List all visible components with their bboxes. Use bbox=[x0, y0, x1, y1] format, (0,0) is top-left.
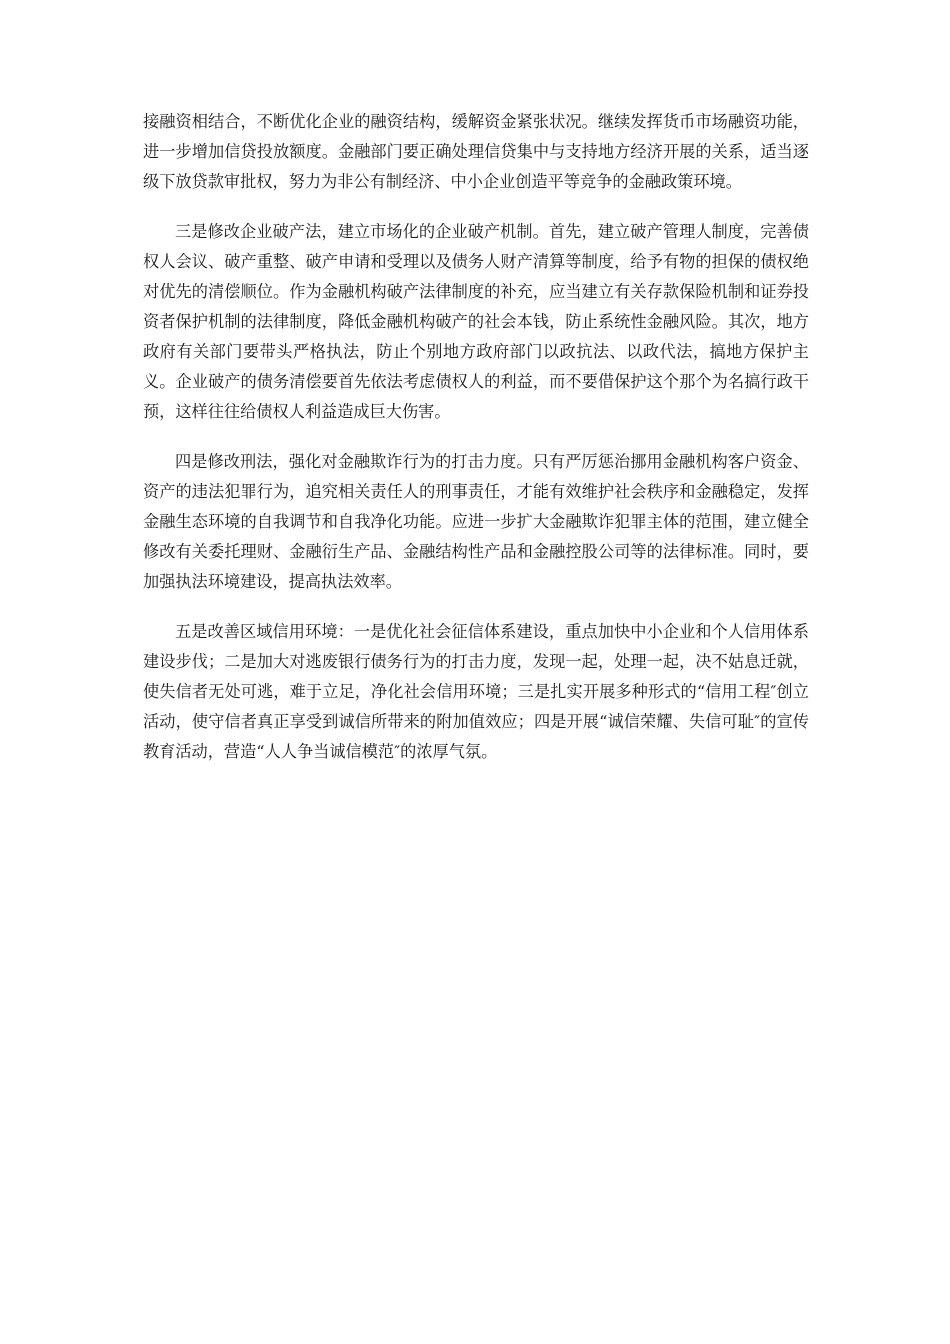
document-page bbox=[143, 107, 809, 787]
paragraph-criminal-law: 四是修改刑法，强化对金融欺诈行为的打击力度。只有严厉惩治挪用金融机构客户资金、资产的违法犯罪行为，追究相关责任人的刑事责任，才能有效维护社会秩序和金融稳定，发挥金融生态环境的自我调节和自我净化功能。应进一步扩大金融欺诈犯罪主体的范围，建立健全修改有关委托理财、金融衍生产品、金融结构性产品和金融控股公司等的法律标准。同时，要加强执法环境建设，提高执法效率。 bbox=[143, 452, 809, 591]
paragraph-bankruptcy-law: 三是修改企业破产法，建立市场化的企业破产机制。首先，建立破产管理人制度，完善债权人会议、破产重整、破产申请和受理以及债务人财产清算等制度，给予有物的担保的债权绝对优先的清偿顺位。作为金融机构破产法律制度的补充，应当建立有关存款保险机制和证券投资者保护机制的法律制度，降低金融机构破产的社会本钱，防止系统性金融风险。其次，地方政府有关部门要带头严格执法，防止个别地方政府部门以政抗法、以政代法，搞地方保护主义。企业破产的债务清偿要首先依法考虑债权人的利益，而不要借保护这个那个为名搞行政干预，这样往往给债权人利益造成巨大伤害。 bbox=[143, 222, 809, 421]
paragraph-continuation: 接融资相结合，不断优化企业的融资结构，缓解资金紧张状况。继续发挥货币市场融资功能，进一步增加信贷投放额度。金融部门要正确处理信贷集中与支持地方经济开展的关系，适当逐级下放贷款审批权，努力为非公有制经济、中小企业创造平等竞争的金融政策环境。 bbox=[143, 112, 809, 191]
paragraph-credit-environment: 五是改善区域信用环境：一是优化社会征信体系建设，重点加快中小企业和个人信用体系建设步伐；二是加大对逃废银行债务行为的打击力度，发现一起，处理一起，决不姑息迁就，使失信者无处可逃，难于立足，净化社会信用环境；三是扎实开展多种形式的“信用工程″创立活动，使守信者真正享受到诚信所带来的附加值效应；四是开展“诚信荣耀、失信可耻″的宣传教育活动，营造“人人争当诚信模范″的浓厚气氛。 bbox=[143, 622, 809, 761]
